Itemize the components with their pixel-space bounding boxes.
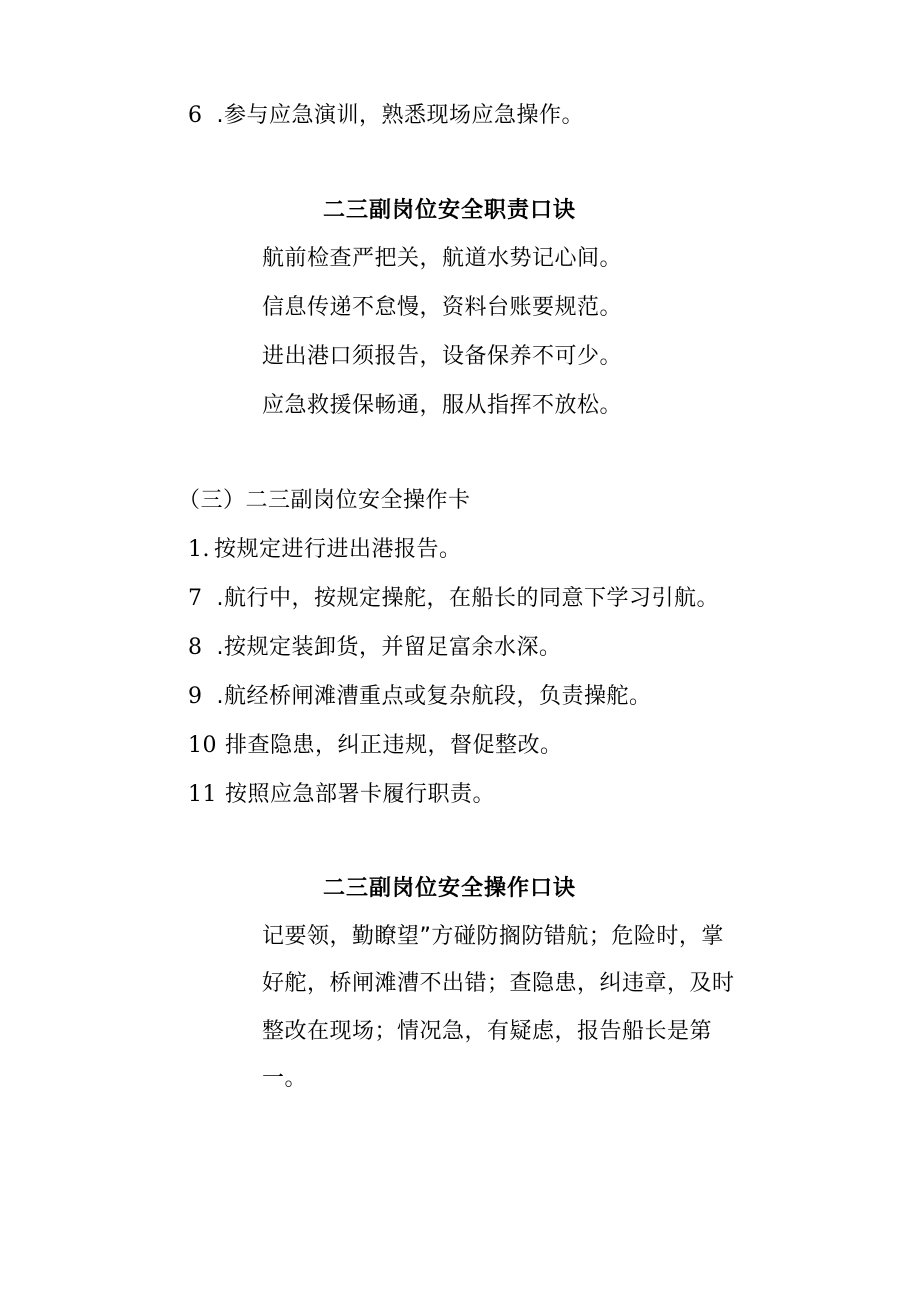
section-heading: （三）二三副岗位安全操作卡 [178,488,471,513]
list-item [188,780,495,810]
item-number: 9 [188,684,203,709]
item-number: 10 [188,733,217,758]
verse-line: 整改在现场；情况急，有疑虑，报告船长是第 [262,1019,713,1044]
verse-line: 记要领，勤瞭望”方碰防搁防错航；危险时，掌 [262,924,724,949]
verse-line: 航前检查严把关，航道水势记心间。 [262,246,623,271]
item-number: 11 [188,782,217,807]
verse-line: 信息传递不怠慢，资料台账要规范。 [262,295,623,320]
item-text: .航行中，按规定操舵，在船长的同意下学习引航。 [216,586,719,611]
list-item [188,682,652,712]
item-text: 排查隐患，纠正违规，督促整改。 [225,733,563,758]
list-item [188,633,562,663]
item-text: .航经桥闸滩漕重点或复杂航段，负责操舵。 [216,684,652,709]
operation-verse-title: 二三副岗位安全操作口诀 [323,876,577,901]
verse-line: 一。 [262,1066,308,1091]
verse-line: 应急救援保畅通，服从指挥不放松。 [262,393,623,418]
duty-verse-title: 二三副岗位安全职责口诀 [323,198,577,223]
item-text: .按规定装卸货，并留足富余水深。 [216,635,562,660]
item-text: 按照应急部署卡履行职责。 [225,782,496,807]
list-item [188,584,719,614]
item-number: 6 [188,103,203,128]
verse-line: 进出港口须报告，设备保养不可少。 [262,344,623,369]
list-item [188,535,462,565]
item-text: .参与应急演训，熟悉现场应急操作。 [216,103,584,128]
item-number: 1. [188,537,210,562]
item-text: 按规定进行进出港报告。 [214,537,462,562]
verse-line: 好舵，桥闸滩漕不出错；查隐患，纠违章，及时 [262,971,735,996]
list-item [188,731,563,761]
item-number: 8 [188,635,203,660]
item-number: 7 [188,586,203,611]
list-item [188,101,584,131]
